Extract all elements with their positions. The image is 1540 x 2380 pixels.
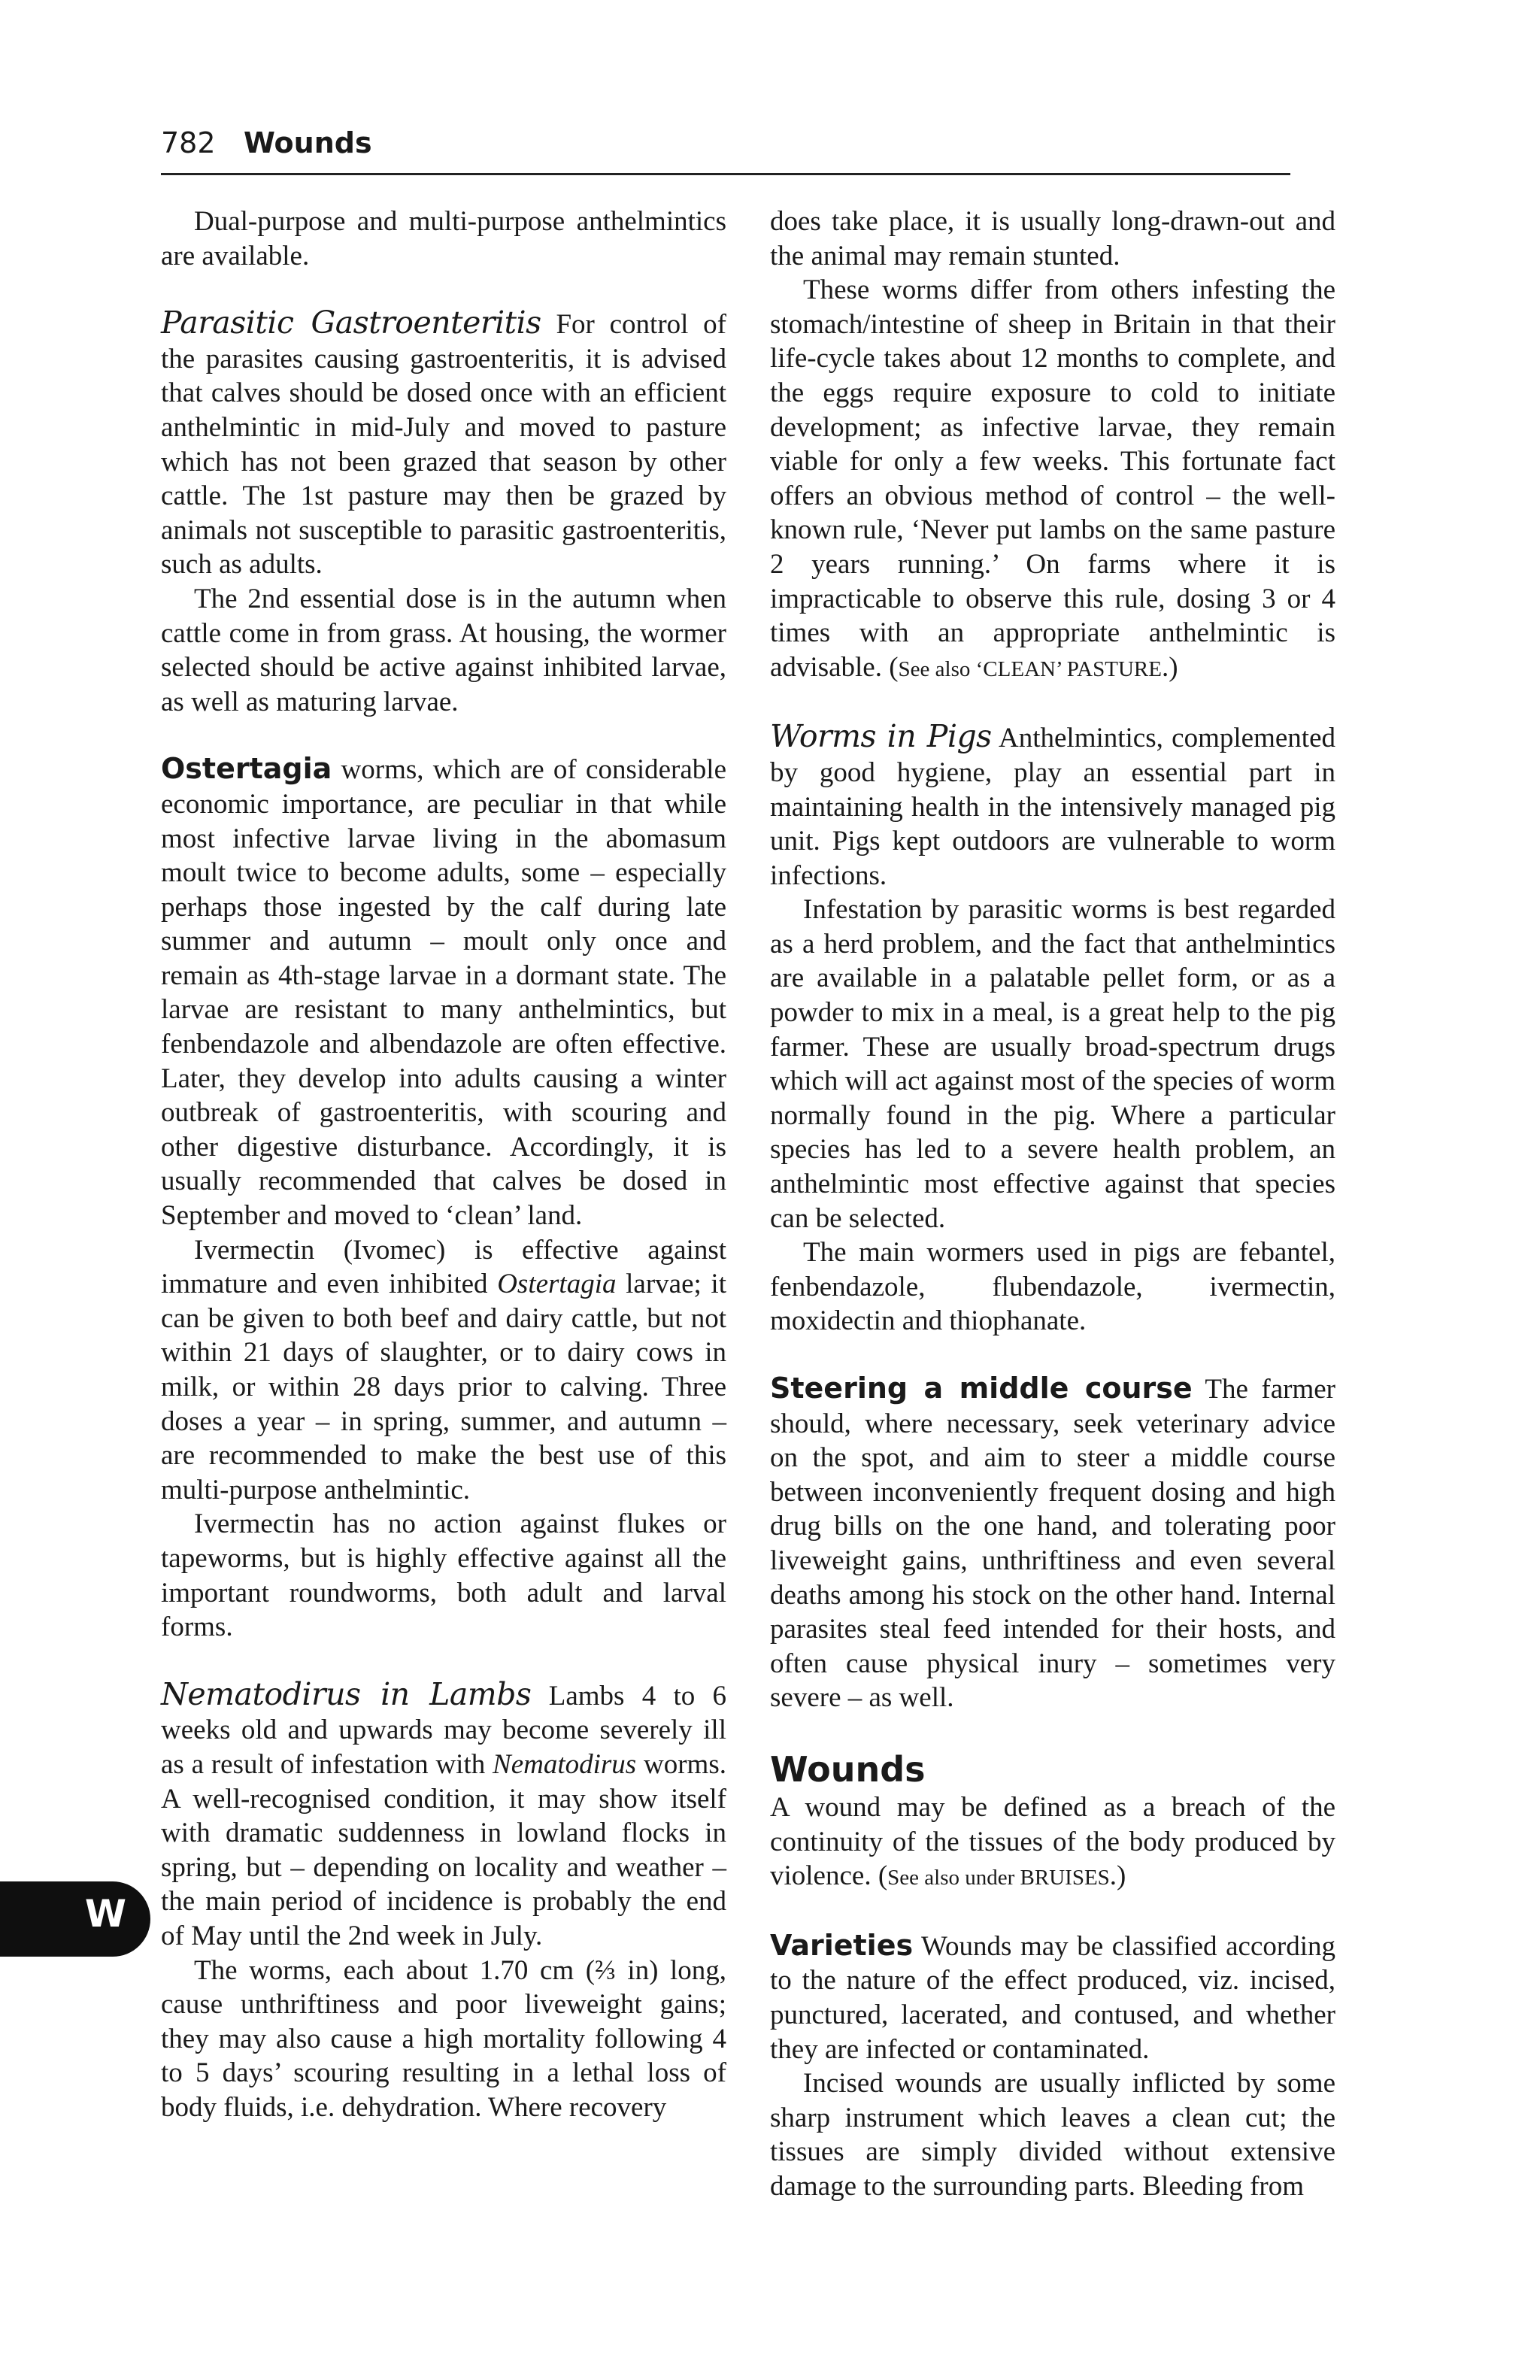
paragraph-worms-in-pigs [770,720,1335,893]
text-see-also: See also [898,656,971,681]
heading-nematodirus: Nematodirus in Lambs [161,1675,532,1712]
text-nematodirus-a: Lambs 4 to 6 weeks old and upwards may become severely ill as a result of infestation with [161,1680,726,1780]
text-parasitic-gastroenteritis: For control of the parasites causing gastroenteritis, it is advised that calves should be dosed once with an efficient anthelmintic in mid-July and moved to pasture which has not been grazed that season by other cattle. The 1st pasture may then be grazed by animals not susceptible to parasitic gastroenteritis, such as adults. [161,309,726,581]
paragraph-parasitic-gastroenteritis [161,306,726,582]
cross-reference-bruises: BRUISES [1014,1866,1110,1890]
paragraph-dual-purpose: Dual-purpose and multi-purpose anthelmintics are available. [161,206,726,271]
paragraph-second-dose: The 2nd essential dose is in the autumn when cattle come in from grass. At housing, the wormer selected should be active against inhibited larvae, as well as maturing larvae. [161,583,726,717]
thumb-index-letter: W [84,1892,126,1936]
cross-reference-clean-pasture: ‘CLEAN’ PASTURE [970,656,1162,681]
thumb-index-tab [0,1881,150,1957]
heading-parasitic-gastroenteritis: Parasitic Gastroenteritis [161,305,541,341]
text-steering: The farmer should, where necessary, seek veterinary advice on the spot, and aim to steer a middle course between inconveniently frequent dosing and high drug bills on the one hand, and tolerating poor liveweight gains, unthriftiness and even several deaths among his stock on the other hand. Internal parasites steal feed intended for their hosts, and often cause physical inury – sometimes very severe – as well. [770,1374,1335,1714]
paragraph-ivermectin-2: Ivermectin has no action against flukes or tapeworms, but is highly effective against all the important roundworms, both adult and larval forms. [161,1508,726,1643]
text-ref-close: .) [1161,651,1178,683]
paragraph-wound-definition [770,1790,1335,1896]
paragraph-steering [770,1372,1335,1715]
running-head: Wounds [244,126,372,159]
heading-ostertagia: Ostertagia [161,752,332,786]
text-nematodirus-b: worms. A well-recognised condition, it may show itself with dramatic suddenness in lowland flocks in spring, but – depending on locality and weather – the main period of incidence is probably the end of May until the 2nd week in July. [161,1748,726,1951]
right-column [770,205,1335,2203]
text-nematodirus-italic: Nematodirus [493,1748,637,1780]
paragraph-continued: does take place, it is usually long-drawn-out and the animal may remain stunted. [770,206,1335,271]
text-ivermectin-1a: Ivermectin (Ivomec) is effective against immature and even inhibited [161,1234,726,1300]
paragraph-ivermectin-1 [161,1233,726,1508]
heading-worms-in-pigs: Worms in Pigs [770,718,992,755]
paragraph-ostertagia [161,752,726,1232]
paragraph-varieties [770,1929,1335,2066]
text-ref-close-2: .) [1109,1860,1126,1892]
paragraph-these-worms [770,273,1335,687]
heading-steering: Steering a middle course [770,1372,1193,1405]
paragraph-nematodirus [161,1675,726,1954]
text-see-also-under: See also under [887,1866,1015,1890]
paragraph-infestation: Infestation by parasitic worms is best regarded as a herd problem, and the fact that anthelmintics are available in a palatable pellet form, or as a powder to mix in a meal, is a great help to the pig farmer. These are usually broad-spectrum drugs which will act against most of the species of worm normally found in the pig. Where a particular species has led to a severe health problem, an anthelmintic most effective against that species can be selected. [770,894,1335,1234]
heading-varieties: Varieties [770,1928,914,1962]
text-worms-in-pigs: Anthelmintics, complemented by good hygiene, play an essential part in maintaining health in the intensively managed pig unit. Pigs kept outdoors are vulnerable to worm infections. [770,723,1335,891]
section-heading-wounds: Wounds [770,1748,926,1790]
text-varieties: Wounds may be classified according to the nature of the effect produced, viz. incised, punctured, lacerated, and contused, and whether they are infected or contaminated. [770,1930,1335,2065]
paragraph-worms-size: The worms, each about 1.70 cm (⅔ in) long, cause unthriftiness and poor liveweight gains; they may also cause a high mortality following 4 to 5 days’ scouring resulting in a lethal loss of body fluids, i.e. dehydration. Where recovery [161,1954,726,2123]
left-column [161,205,726,2124]
paragraph-incised: Incised wounds are usually inflicted by some sharp instrument which leaves a clean cut; the tissues are simply divided without extensive damage to the surrounding parts. Bleeding from [770,2068,1335,2202]
text-wound-definition: A wound may be defined as a breach of the continuity of the tissues of the body produced by violence. ( [770,1791,1335,1892]
text-ivermectin-1b: larvae; it can be given to both beef and dairy cattle, but not within 21 days of slaughter, or to dairy cows in milk, or within 28 days prior to calving. Three doses a year – in spring, summer, and autumn – are recommended to make the best use of this multi-purpose anthelmintic. [161,1269,726,1505]
paragraph-main-wormers: The main wormers used in pigs are febantel, fenbendazole, flubendazole, ivermectin, moxidectin and thiophanate. [770,1237,1335,1337]
text-ostertagia: worms, which are of considerable economic importance, are peculiar in that while most infective larvae living in the abomasum moult twice to become adults, some – especially perhaps those ingested by the calf during late summer and autumn – moult only once and remain as 4th-stage larvae in a dormant state. The larvae are resistant to many anthelmintics, but fenbendazole and albendazole are often effective. Later, they develop into adults causing a winter outbreak of gastroenteritis, with scouring and other digestive disturbance. Accordingly, it is usually recommended that calves be dosed in September and moved to ‘clean’ land. [161,754,726,1232]
text-ostertagia-italic: Ostertagia [497,1269,617,1300]
page-number: 782 [161,126,216,159]
page-header [161,120,1290,175]
text-these-worms: These worms differ from others infesting the stomach/intestine of sheep in Britain in that their life-cycle takes about 12 months to complete, and the eggs require exposure to cold to initiate development; as infective larvae, they remain viable for only a few weeks. This fortunate fact offers an obvious method of control – the well-known rule, ‘Never put lambs on the same pasture 2 years running.’ On farms where it is impracticable to observe this rule, dosing 3 or 4 times with an appropriate anthelmintic is advisable. ( [770,274,1335,683]
